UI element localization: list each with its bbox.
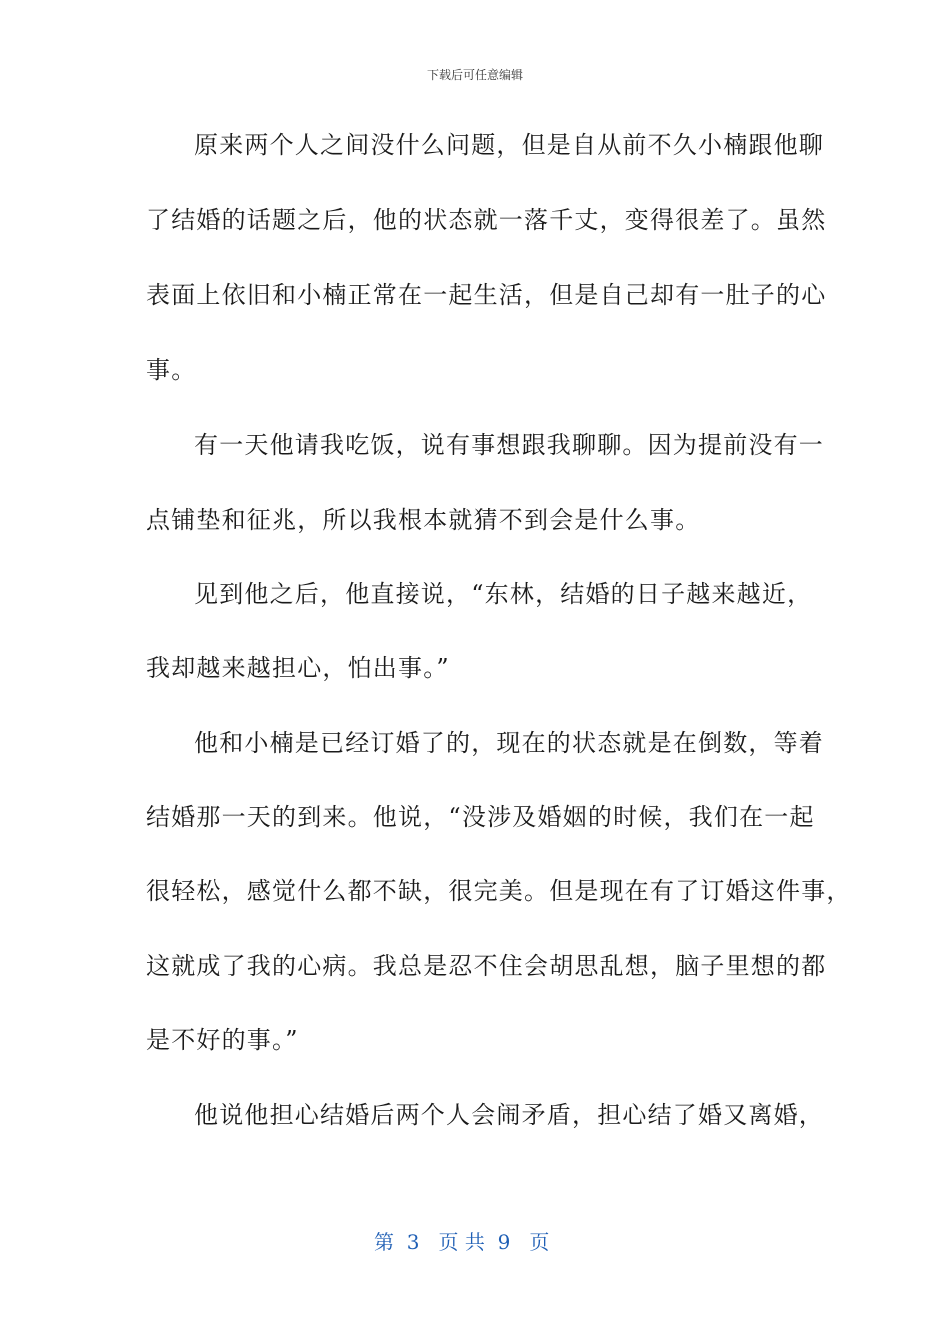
paragraph-line: 我却越来越担心，怕出事。” [146, 654, 450, 682]
paragraph-line: 事。 [146, 356, 197, 384]
paragraph-line: 结婚那一天的到来。他说，“没涉及婚姻的时候，我们在一起 [146, 803, 815, 831]
paragraph-line: 原来两个人之间没什么问题，但是自从前不久小楠跟他聊 [194, 131, 824, 159]
paragraph-line: 他和小楠是已经订婚了的，现在的状态就是在倒数，等着 [194, 729, 824, 757]
paragraph-line: 了结婚的话题之后，他的状态就一落千丈，变得很差了。虽然 [146, 206, 827, 234]
paragraph-line: 表面上依旧和小楠正常在一起生活，但是自己却有一肚子的心 [146, 281, 827, 309]
paragraph-line: 有一天他请我吃饭，说有事想跟我聊聊。因为提前没有一 [194, 431, 824, 459]
paragraph-line: 是不好的事。” [146, 1026, 299, 1054]
page-number-footer: 第 3 页 共 9 页 [374, 1230, 550, 1254]
page-header: 下载后可任意编辑 [426, 68, 523, 82]
paragraph-line: 见到他之后，他直接说，“东林，结婚的日子越来越近， [194, 580, 813, 608]
paragraph-line: 这就成了我的心病。我总是忍不住会胡思乱想，脑子里想的都 [146, 952, 827, 980]
paragraph-line: 他说他担心结婚后两个人会闹矛盾，担心结了婚又离婚， [194, 1101, 824, 1129]
paragraph-line: 点铺垫和征兆，所以我根本就猜不到会是什么事。 [146, 506, 701, 534]
paragraph-line: 很轻松，感觉什么都不缺，很完美。但是现在有了订婚这件事， [146, 877, 852, 905]
